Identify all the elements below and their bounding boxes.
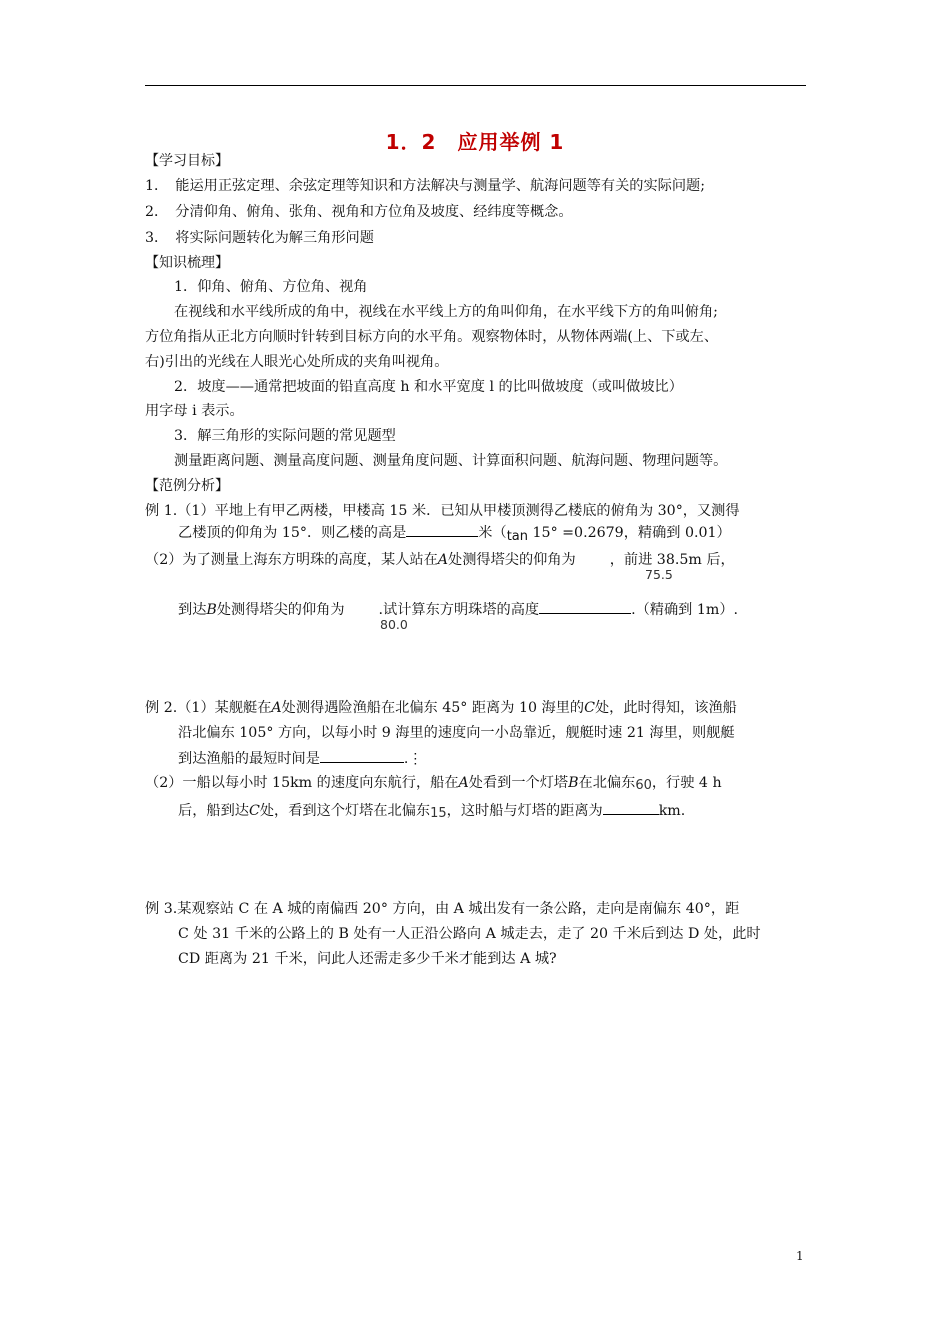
example-2-text: 处，此时得知，该渔船 [594,700,737,716]
example-2-part-2-line-1 [145,773,722,794]
example-2-text: 后，船到达 [178,803,249,819]
answer-blank[interactable] [406,522,478,537]
point-label-b: B [568,775,579,791]
example-2-text: 在北偏东 [578,775,636,791]
example-2-text: 处，看到这个灯塔在北偏东 [259,803,431,819]
example-2-text: ，行驶 4 h [651,775,722,791]
example-2-text: km. [658,803,686,819]
objective-item-2: 2． 分清仰角、俯角、张角、视角和方位角及坡度、经纬度等概念。 [145,204,573,220]
example-1-text: .试计算东方明珠塔的高度 [378,602,540,618]
example-3-line-2: C 处 31 千米的公路上的 B 处有一人正沿公路向 A 城走去，走了 20 千米后到达 D 处，此时 [178,926,761,942]
example-1-text: （2）为了测量上海东方明珠的高度，某人站在 [145,552,438,568]
angle-value: 80.0 [380,617,408,632]
example-2-text: 到达渔船的最短时间是 [178,751,320,767]
example-1-part-2-line-2 [178,599,738,620]
header-rule [145,85,806,86]
answer-blank[interactable] [320,748,404,763]
example-1-text: 处测得塔尖的仰角为 [448,552,576,568]
point-label-a: A [271,700,282,716]
example-2-part-2-line-2 [178,800,685,822]
page-title: 1．2 应用举例 1 [385,130,565,154]
point-label-c: C [584,700,595,716]
example-2-line-3 [178,748,423,769]
point-label-b: B [206,602,217,618]
example-1-text: ，前进 38.5m 后， [609,552,735,568]
example-2-line-2: 沿北偏东 105° 方向，以每小时 9 海里的速度向一小岛靠近，舰艇时速 21 海里，则舰艇 [178,725,735,741]
example-1-text: 处测得塔尖的仰角为 [216,602,345,618]
point-label-a: A [458,775,469,791]
tan-function: tan [506,529,528,544]
example-1-text: 到达 [178,602,207,618]
example-1-text: .（精确到 1m）. [631,602,739,618]
knowledge-s2-line-2: 用字母 i 表示。 [145,403,244,419]
point-label-a: A [437,552,449,568]
knowledge-s1-line-2: 方位角指从正北方向顺时针转到目标方向的水平角。观察物体时，从物体两端(上、下或左、 [145,329,719,345]
example-1-text: 乙楼顶的仰角为 15°．则乙楼的高是 [178,525,407,541]
objectives-heading: 【学习目标】 [145,153,229,169]
examples-heading: 【范例分析】 [145,478,229,494]
answer-blank[interactable] [603,800,659,815]
objective-item-3: 3． 将实际问题转化为解三角形问题 [145,230,374,246]
angle-value: 75.5 [645,567,673,582]
knowledge-s3-line: 测量距离问题、测量高度问题、测量角度问题、计算面积问题、航海问题、物理问题等。 [174,453,728,469]
example-1-line-2 [178,522,731,544]
angle-value: 15 [430,806,447,821]
knowledge-s1-line-1: 在视线和水平线所成的角中，视线在水平线上方的角叫仰角，在水平线下方的角叫俯角; [174,304,718,320]
objective-item-1: 1． 能运用正弦定理、余弦定理等知识和方法解决与测量学、航海问题等有关的实际问题; [145,178,706,194]
knowledge-s3-title: 3．解三角形的实际问题的常见题型 [174,428,396,444]
example-1-text: 15° =0.2679，精确到 0.01） [528,525,731,541]
example-2-text: （2）一船以每小时 15km 的速度向东航行，船在 [145,775,459,791]
example-1-text: 米（ [478,525,507,541]
knowledge-s1-title: 1．仰角、俯角、方位角、视角 [174,279,368,295]
example-3-line-1: 例 3.某观察站 C 在 A 城的南偏西 20° 方向，由 A 城出发有一条公路，走向是南偏东 40°，距 [145,901,740,917]
answer-blank[interactable] [539,599,631,614]
example-2-text: ，这时船与灯塔的距离为 [446,803,603,819]
page-number: 1 [796,1249,804,1263]
knowledge-heading: 【知识梳理】 [145,255,229,271]
example-2-text: 处测得遇险渔船在北偏东 45° 距离为 10 海里的 [281,700,585,716]
example-1-line-1: 例 1.（1）平地上有甲乙两楼，甲楼高 15 米．已知从甲楼顶测得乙楼底的俯角为 30°，又测得 [145,503,740,519]
knowledge-s2-title: 2．坡度——通常把坡面的铅直高度 h 和水平宽度 l 的比叫做坡度（或叫做坡比） [174,379,683,395]
angle-value: 60 [635,778,652,793]
example-2-text: .⋮ [403,751,423,767]
knowledge-s1-line-3: 右)引出的光线在人眼光心处所成的夹角叫视角。 [145,354,449,370]
example-2-text: 例 2.（1）某舰艇在 [145,700,272,716]
example-2-text: 处看到一个灯塔 [468,775,569,791]
example-3-line-3: CD 距离为 21 千米，问此人还需走多少千米才能到达 A 城? [178,951,557,967]
point-label-c: C [248,803,260,819]
example-2-line-1 [145,698,737,718]
